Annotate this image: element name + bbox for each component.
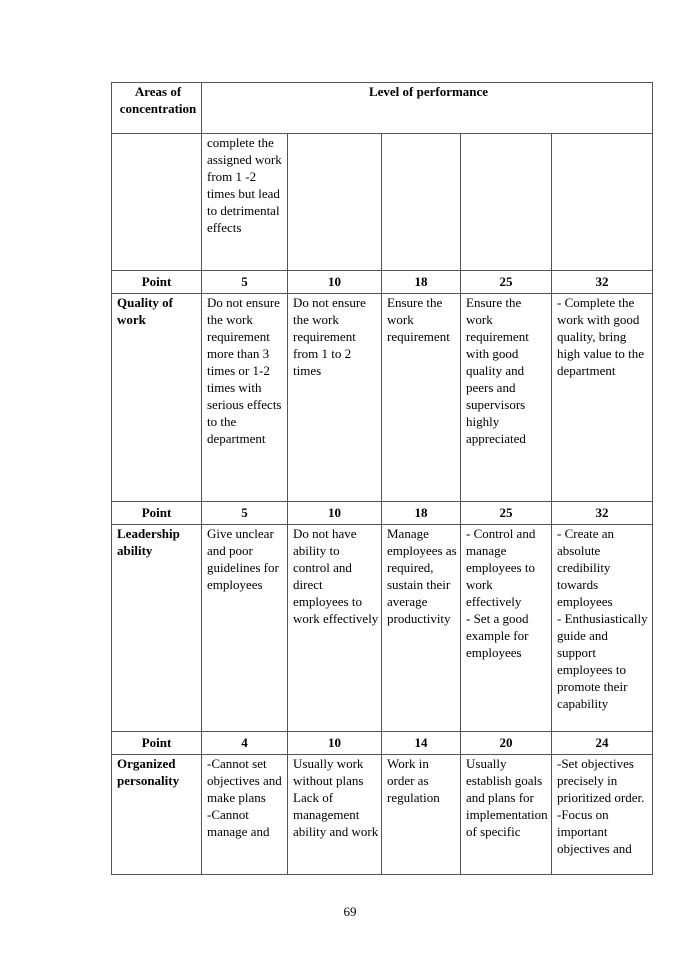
header-areas: Areas of concentration bbox=[112, 83, 202, 134]
point-label: Point bbox=[112, 271, 202, 294]
continuation-row bbox=[112, 134, 653, 271]
criteria-cell: - Control and manage employees to work effectively - Set a good example for employees bbox=[461, 525, 552, 732]
point-value: 4 bbox=[202, 732, 288, 755]
point-value: 18 bbox=[382, 502, 461, 525]
criteria-cell: - Create an absolute credibility towards employees - Enthusiastically guide and support employees to promote their capability bbox=[552, 525, 653, 732]
criteria-cell: Work in order as regulation bbox=[382, 755, 461, 875]
point-row bbox=[112, 271, 653, 294]
header-row bbox=[112, 83, 653, 134]
criteria-cell: Ensure the work requirement bbox=[382, 294, 461, 502]
continuation-cell bbox=[552, 134, 653, 271]
point-value: 32 bbox=[552, 502, 653, 525]
criteria-cell: Usually work without plans Lack of management ability and work bbox=[288, 755, 382, 875]
continuation-cell bbox=[382, 134, 461, 271]
criteria-cell: -Cannot set objectives and make plans -Cannot manage and bbox=[202, 755, 288, 875]
performance-table bbox=[111, 82, 653, 875]
criteria-cell: - Complete the work with good quality, bring high value to the department bbox=[552, 294, 653, 502]
point-value: 5 bbox=[202, 502, 288, 525]
point-value: 10 bbox=[288, 271, 382, 294]
criteria-cell: Manage employees as required, sustain their average productivity bbox=[382, 525, 461, 732]
criteria-row-organized bbox=[112, 755, 653, 875]
point-value: 18 bbox=[382, 271, 461, 294]
point-value: 5 bbox=[202, 271, 288, 294]
point-row bbox=[112, 732, 653, 755]
criteria-cell: Ensure the work requirement with good quality and peers and supervisors highly appreciated bbox=[461, 294, 552, 502]
point-value: 10 bbox=[288, 732, 382, 755]
continuation-cell bbox=[288, 134, 382, 271]
criteria-row-leadership bbox=[112, 525, 653, 732]
area-label-organized: Organized personality bbox=[112, 755, 202, 875]
point-value: 14 bbox=[382, 732, 461, 755]
point-value: 32 bbox=[552, 271, 653, 294]
point-value: 20 bbox=[461, 732, 552, 755]
point-value: 25 bbox=[461, 502, 552, 525]
continuation-cell bbox=[461, 134, 552, 271]
continuation-cell: complete the assigned work from 1 -2 times but lead to detrimental effects bbox=[202, 134, 288, 271]
criteria-cell: Do not ensure the work requirement from 1 to 2 times bbox=[288, 294, 382, 502]
criteria-cell: -Set objectives precisely in prioritized order. -Focus on important objectives and bbox=[552, 755, 653, 875]
point-value: 25 bbox=[461, 271, 552, 294]
page-number: 69 bbox=[343, 904, 357, 919]
point-value: 10 bbox=[288, 502, 382, 525]
criteria-cell: Give unclear and poor guidelines for employees bbox=[202, 525, 288, 732]
header-level: Level of performance bbox=[202, 83, 653, 134]
criteria-row-quality bbox=[112, 294, 653, 502]
area-label-leadership: Leadership ability bbox=[112, 525, 202, 732]
point-label: Point bbox=[112, 732, 202, 755]
point-row bbox=[112, 502, 653, 525]
criteria-cell: Usually establish goals and plans for implementation of specific bbox=[461, 755, 552, 875]
continuation-area bbox=[112, 134, 202, 271]
criteria-cell: Do not ensure the work requirement more than 3 times or 1-2 times with serious effects to the department bbox=[202, 294, 288, 502]
point-value: 24 bbox=[552, 732, 653, 755]
area-label-quality: Quality of work bbox=[112, 294, 202, 502]
criteria-cell: Do not have ability to control and direct employees to work effectively bbox=[288, 525, 382, 732]
point-label: Point bbox=[112, 502, 202, 525]
